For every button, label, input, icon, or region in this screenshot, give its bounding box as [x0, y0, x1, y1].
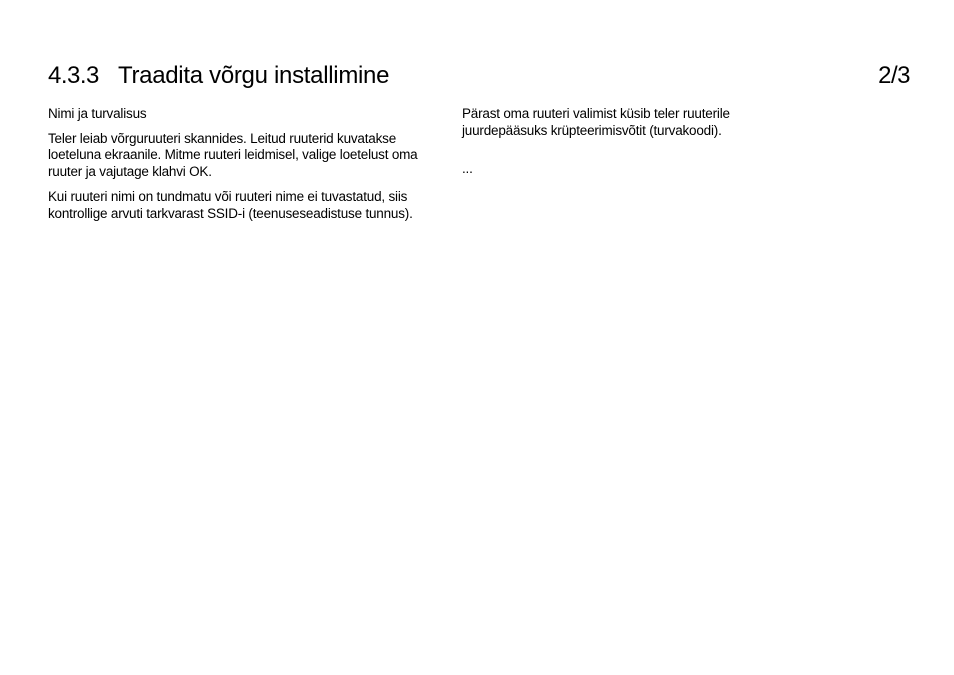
page-indicator: 2/3	[878, 62, 910, 89]
paragraph-ssid: Kui ruuteri nimi on tundmatu või ruuteri nime ei tuvastatud, siis kontrollige arvuti tarkvarast SSID-i (teenuseseadistuse tunnus).	[48, 189, 413, 221]
left-column	[48, 106, 418, 231]
continuation-ellipsis: ...	[462, 161, 473, 176]
section-number: 4.3.3	[48, 62, 99, 89]
paragraph-encryption-key: Pärast oma ruuteri valimist küsib teler ruuterile juurdepääsuks krüpteerimisvõtit (turvakoodi).	[462, 106, 730, 138]
page-header	[48, 60, 910, 92]
subheading: Nimi ja turvalisus	[48, 106, 147, 121]
section-title: Traadita võrgu installimine	[118, 62, 390, 89]
paragraph-router-scan: Teler leiab võrguruuteri skannides. Leitud ruuterid kuvatakse loeteluna ekraanile. Mitme ruuteri leidmisel, valige loetelust oma ruuter ja vajutage klahvi OK.	[48, 130, 418, 179]
right-column	[462, 106, 802, 187]
